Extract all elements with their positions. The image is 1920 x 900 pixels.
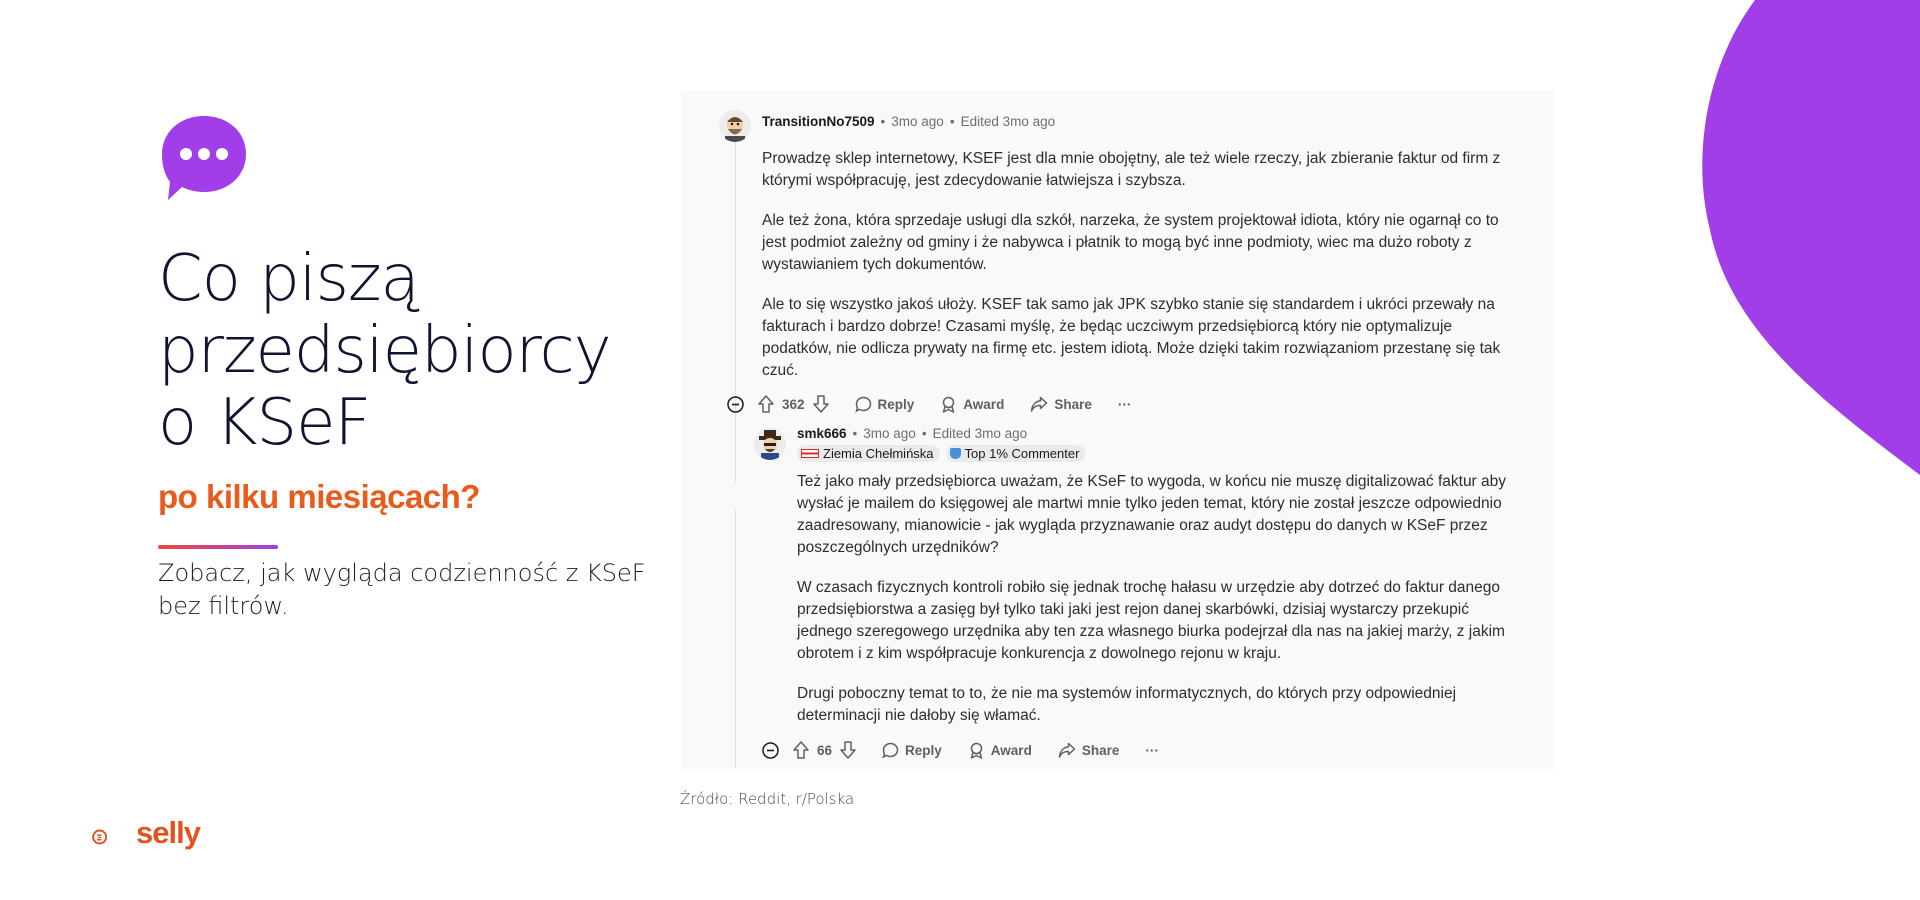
award-button[interactable] — [968, 742, 1032, 759]
separator-dot: • — [852, 426, 858, 441]
gradient-divider — [158, 545, 278, 549]
comment-actions — [727, 395, 1157, 413]
comment-body — [797, 471, 1525, 745]
flag-icon — [801, 449, 819, 458]
comment-paragraph: Drugi poboczny temat to to, że nie ma systemów informatycznych, do których przy odpowiedniej determinacji nie dałoby się włamać. — [797, 685, 1457, 724]
collapse-icon — [727, 396, 744, 413]
avatar[interactable] — [754, 428, 786, 460]
separator-dot: • — [921, 426, 927, 441]
award-button[interactable] — [940, 396, 1004, 413]
collapse-icon — [762, 742, 779, 759]
subheadline: po kilku miesiącach? — [158, 478, 480, 515]
flair-label: Ziemia Chełmińska — [823, 446, 934, 461]
award-label: Award — [990, 742, 1032, 758]
downvote-icon[interactable] — [813, 395, 829, 413]
logo-wordmark: selly — [136, 815, 200, 850]
page-title — [158, 243, 611, 459]
share-button[interactable] — [1030, 396, 1092, 413]
user-avatar-icon — [719, 110, 751, 142]
award-icon — [940, 396, 957, 413]
decorative-purple-blob — [1690, 0, 1920, 480]
reply-button[interactable] — [855, 396, 915, 413]
lead-text: Zobacz, jak wygląda codzienność z KSeF bez filtrów. — [158, 559, 646, 620]
vote-count: 66 — [817, 742, 833, 758]
vote-control — [758, 395, 829, 413]
reply-label: Reply — [877, 396, 915, 412]
avatar[interactable] — [719, 110, 751, 142]
thread-line — [735, 510, 736, 768]
comment-author[interactable]: TransitionNo7509 — [762, 114, 875, 129]
award-icon — [968, 742, 985, 759]
separator-dot: • — [880, 114, 886, 129]
collapse-button[interactable] — [762, 742, 779, 759]
collapse-button[interactable] — [727, 396, 744, 413]
comment-header — [762, 114, 1055, 129]
comment-edited: Edited 3mo ago — [960, 114, 1056, 129]
separator-dot: • — [949, 114, 955, 129]
comment-time: 3mo ago — [891, 114, 944, 129]
more-options-button[interactable]: ··· — [1145, 742, 1159, 758]
comment-paragraph: Też jako mały przedsiębiorca uważam, że KSeF to wygoda, w końcu nie muszę digitalizować faktur aby wysłać je mailem do księgowej ale martwi mnie tylko jeden temat, który nie został jeszcze odpowiednio zaadresowany, mianowicie - jak wygląda przyznawanie oraz audyt dostępu do danych w KSeF przez poszczególnych urzędników? — [797, 473, 1507, 556]
title-line: Co piszą — [158, 242, 419, 316]
speech-bubble-icon — [158, 112, 250, 204]
comment-paragraph: Ale też żona, która sprzedaje usługi dla szkół, narzeka, że system projektował idiota, który nie ogarnął co to jest podmiot zależny od gminy i że nabywca i płatnik to mogą być inne podmioty, wiec ma dużo roboty z wystawianiem tych dokumentów. — [762, 212, 1499, 273]
comment-time: 3mo ago — [863, 426, 916, 441]
thread-line — [735, 142, 736, 482]
user-flairs — [797, 445, 1091, 462]
title-line: przedsiębiorcy — [158, 314, 611, 388]
comment-edited: Edited 3mo ago — [932, 426, 1028, 441]
source-caption: Źródło: Reddit, r/Polska — [680, 790, 855, 808]
vote-count: 362 — [782, 396, 805, 412]
title-line: o KSeF — [158, 386, 371, 460]
selly-logo-icon — [92, 815, 136, 859]
reddit-thread-card — [681, 90, 1554, 771]
share-icon — [1058, 742, 1076, 759]
comment-body — [762, 148, 1522, 400]
flair-label: Top 1% Commenter — [964, 446, 1080, 461]
share-icon — [1030, 396, 1048, 413]
comment-header — [797, 426, 1027, 441]
reply-icon — [882, 742, 899, 759]
upvote-icon[interactable] — [758, 395, 774, 413]
reply-button[interactable] — [882, 742, 942, 759]
comment-paragraph: W czasach fizycznych kontroli robiło się jednak trochę hałasu w urzędzie aby dotrzeć do faktur danego przedsiębiorstwa a zasięg był tylko taki jaki jest rejon danej skarbówki, dzisiaj wystarczy przekupić jednego szeregowego urzędnika aby ten zza własnego biurka podejrzał dla nas na jakiej marży, z jakim obrotem i z kim współpracuje konkurencja z dowolnego rejonu w kraju. — [797, 579, 1505, 662]
reply-label: Reply — [905, 742, 942, 758]
downvote-icon[interactable] — [840, 741, 856, 759]
comment-paragraph: Ale to się wszystko jakoś ułoży. KSEF tak samo jak JPK szybko stanie się standardem i ukróci przewały na fakturach i bardzo dobrze! Czasami myślę, że będąc uczciwym przedsiębiorcą który nie optymalizuje podatków, nie odlicza prywaty na firmę etc. jestem idiotą. Może dzięki takim rozwiązaniom przestanę się tak czuć. — [762, 296, 1501, 379]
share-button[interactable] — [1058, 742, 1120, 759]
trophy-icon — [950, 448, 961, 459]
user-avatar-icon — [754, 428, 786, 460]
upvote-icon[interactable] — [793, 741, 809, 759]
flair-top-commenter — [946, 445, 1086, 462]
award-label: Award — [963, 396, 1005, 412]
reply-icon — [855, 396, 872, 413]
vote-control — [793, 741, 856, 759]
share-label: Share — [1054, 396, 1092, 412]
comment-paragraph: Prowadzę sklep internetowy, KSEF jest dla mnie obojętny, ale też wiele rzeczy, jak zbieranie faktur od firm z którymi współpracuję, jest zdecydowanie łatwiejsza i szybsza. — [762, 150, 1501, 189]
comment-author[interactable]: smk666 — [797, 426, 847, 441]
share-label: Share — [1081, 742, 1120, 758]
more-options-button[interactable]: ··· — [1117, 396, 1132, 412]
comment-actions — [762, 741, 1185, 759]
flair-region — [797, 445, 940, 462]
